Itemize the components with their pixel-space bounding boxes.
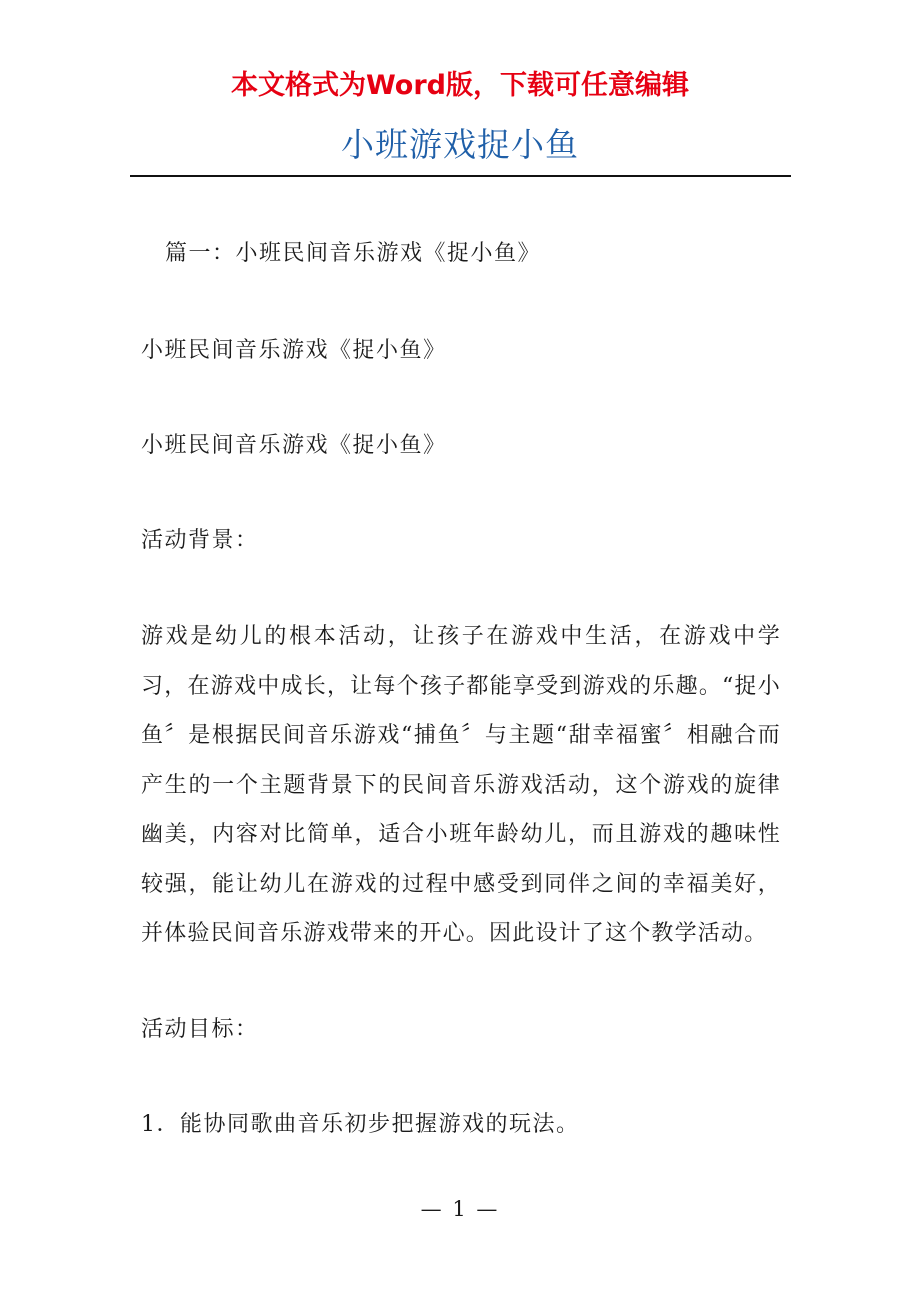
document-title: 小班游戏捉小鱼 <box>341 125 579 164</box>
goal-item-1: 1．能协同歌曲音乐初步把握游戏的玩法。 <box>141 1111 580 1137</box>
download-banner: 本文格式为Word版，下载可任意编辑 <box>230 70 689 101</box>
document-body <box>141 230 781 1148</box>
title-divider <box>130 175 791 177</box>
goals-label: 活动目标： <box>141 1016 259 1042</box>
section-heading: 小班民间音乐游戏《捉小鱼》 <box>141 338 447 363</box>
background-label: 活动背景： <box>141 528 259 553</box>
background-paragraph: 游戏是幼儿的根本活动，让孩子在游戏中生活，在游戏中学习，在游戏中成长，让每个孩子都能享受到游戏的乐趣。“捉小鱼〞是根据民间音乐游戏“捕鱼〞与主题“甜幸福蜜〞相融合而产生的一个主题背景下的民间音乐游戏活动，这个游戏的旋律幽美，内容对比简单，适合小班年龄幼儿，而且游戏的趣味性较强，能让幼儿在游戏的过程中感受到同伴之间的幸福美好，并体验民间音乐游戏带来的开心。因此设计了这个教学活动。 <box>141 624 781 946</box>
page-number: — 1 — <box>420 1197 500 1221</box>
section-heading-repeat: 小班民间音乐游戏《捉小鱼》 <box>141 433 447 458</box>
part-heading: 篇一：小班民间音乐游戏《捉小鱼》 <box>165 241 542 266</box>
